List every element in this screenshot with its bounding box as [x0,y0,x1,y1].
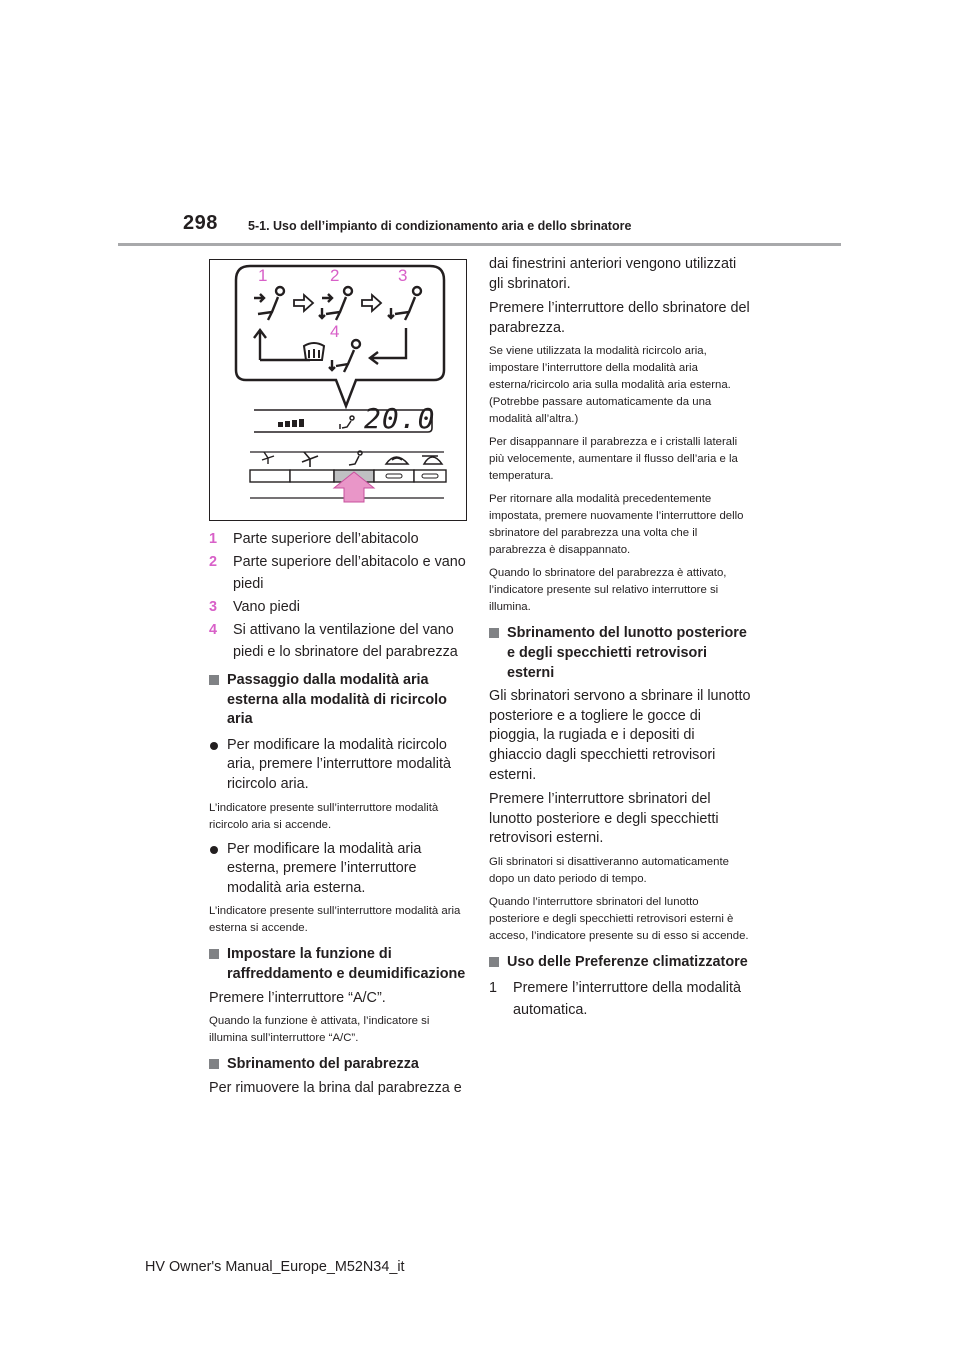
note: L’indicatore presente sull’interruttore modalità aria esterna si accende. [209,905,461,935]
right-column [489,255,751,1022]
page-number: 298 [183,212,218,234]
fan-level-indicator [278,419,304,427]
airflow-diagram [210,260,468,522]
figure-label-2: 2 [330,266,340,285]
list-item: 2 Parte superiore dell’abitacolo e vano piedi [209,554,466,592]
paragraph: Gli sbrinatori servono a sbrinare il lunotto posteriore e a togliere le gocce di pioggia, la rugiada e i depositi di ghiaccio dagli specchietti retrovisori esterni. [489,688,751,783]
figure-label-1: 1 [258,266,268,285]
fan-icon [302,452,318,467]
temperature-display: 20.0 [364,402,436,435]
paragraph: Premere l’interruttore sbrinatori del lunotto posteriore e degli specchietti retrovisori esterni. [489,791,719,847]
note: Per ritornare alla modalità precedentemente impostata, premere nuovamente l’interruttore dello sbrinatore del parabrezza una volta che il parabrezza è disappannato. [489,493,744,557]
mode-bubble [236,266,444,406]
paragraph: Per rimuovere la brina dal parabrezza e [209,1079,462,1096]
step-item: 1 Premere l’interruttore della modalità automatica. [489,979,741,1018]
fan-icon [262,452,274,464]
figure-label-4: 4 [330,322,340,341]
note: Quando la funzione è attivata, l’indicatore si illumina sull’interruttore “A/C”. [209,1015,430,1045]
heading-recirculation: Passaggio dalla modalità aria esterna alla modalità di ricircolo aria [209,671,469,730]
list-item: 3 Vano piedi [209,599,300,615]
section-title: 5-1. Uso dell’impianto di condizionamento aria e dello sbrinatore [248,219,632,233]
paragraph: Premere l’interruttore dello sbrinatore del parabrezza. [489,300,750,336]
heading-windshield-defrost: Sbrinamento del parabrezza [209,1055,469,1075]
display-mode-icon [340,416,354,429]
paragraph: dai finestrini anteriori vengono utilizzati gli sbrinatori. [489,256,737,292]
footer-text: HV Owner's Manual_Europe_M52N34_it [145,1259,405,1275]
air-mode-icon [349,451,362,465]
outside-air-icon [422,456,442,464]
list-item: 4 Si attivano la ventilazione del vano piedi e lo sbrinatore del parabrezza [209,622,458,660]
note: Gli sbrinatori si disattiveranno automaticamente dopo un dato periodo di tempo. [489,855,729,885]
heading-climate-preferences: Uso delle Preferenze climatizzatore [489,953,751,973]
list-item: 1 Parte superiore dell’abitacolo [209,531,419,547]
bullet-item: Per modificare la modalità ricircolo aria, premere l’interruttore modalità ricircolo aria. [209,736,469,795]
heading-rear-defrost: Sbrinamento del lunotto posteriore e degli specchietti retrovisori esterni [489,624,751,683]
heading-cooling: Impostare la funzione di raffreddamento e deumidificazione [209,945,469,984]
bullet-item: Per modificare la modalità aria esterna, premere l’interruttore modalità aria esterna. [209,840,469,899]
figure-label-3: 3 [398,266,408,285]
header-rule [118,243,841,246]
air-recirculation-icon [386,457,408,464]
note: Per disappannare il parabrezza e i cristalli laterali più velocemente, aumentare il flusso dell’aria e la temperatura. [489,436,738,483]
airflow-mode-figure [209,259,467,521]
note: Quando l’interruttore sbrinatori del lunotto posteriore e degli specchietti retrovisori esterni è acceso, l’indicatore presente su di esso si accende. [489,895,749,942]
note: L’indicatore presente sull’interruttore modalità ricircolo aria si accende. [209,801,439,831]
note: Quando lo sbrinatore del parabrezza è attivato, l’indicatore presente sul relativo interruttore si illumina. [489,567,727,614]
paragraph: Premere l’interruttore “A/C”. [209,989,386,1006]
note: Se viene utilizzata la modalità ricircolo aria, impostare l’interruttore della modalità aria esterna/ricircolo aria sulla modalità aria esterna. (Potrebbe passare automaticamente da una modalità all’altra.) [489,345,731,426]
left-column [209,528,469,1103]
